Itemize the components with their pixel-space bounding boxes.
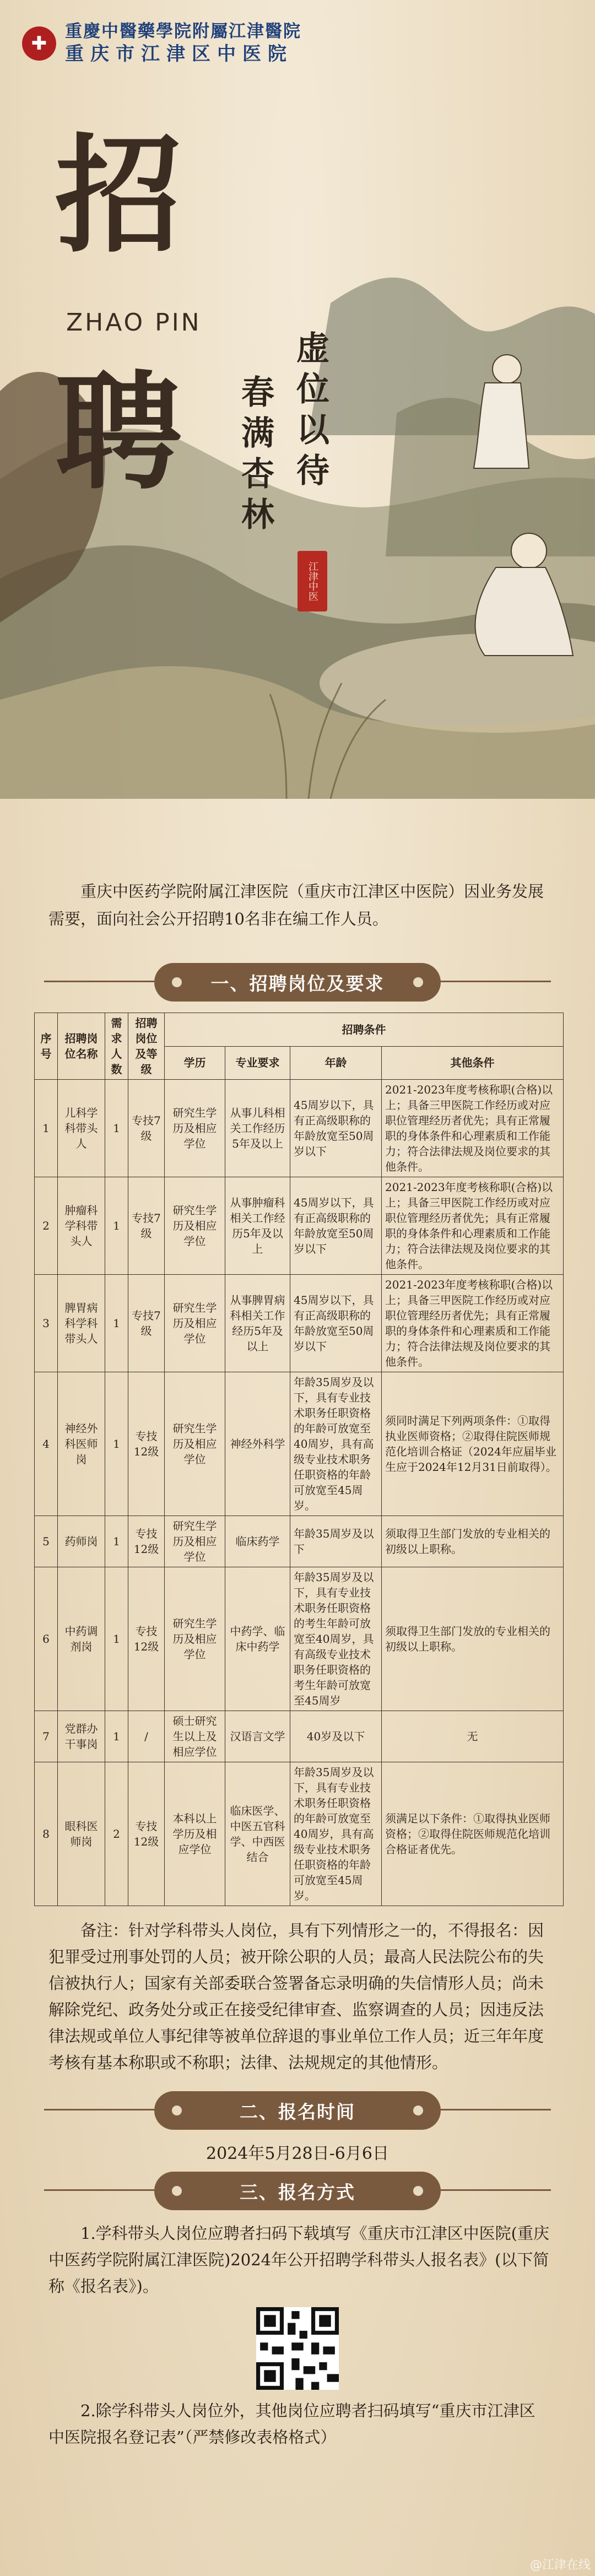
- th-edu: 学历: [165, 1046, 225, 1080]
- cell-post: 中药调剂岗: [58, 1567, 105, 1711]
- cell-post: 神经外科医师岗: [58, 1372, 105, 1516]
- cell-count: 1: [105, 1567, 128, 1711]
- cell-count: 2: [105, 1762, 128, 1906]
- cell-age: 年龄35周岁及以下，具有专业技术职务任职资格的年龄可放宽至40周岁，具有高级专业技术职务任职资格的年龄可放宽至45周岁。: [290, 1372, 382, 1516]
- cell-count: 1: [105, 1080, 128, 1177]
- cell-post: 党群办干事岗: [58, 1711, 105, 1762]
- table-row: [35, 1080, 564, 1177]
- cell-edu: 研究生学历及相应学位: [165, 1372, 225, 1516]
- cell-count: 1: [105, 1711, 128, 1762]
- cell-no: 2: [35, 1177, 58, 1275]
- cell-edu: 研究生学历及相应学位: [165, 1516, 225, 1567]
- cell-edu: 研究生学历及相应学位: [165, 1177, 225, 1275]
- intro-paragraph: 重庆中医药学院附属江津医院（重庆市江津区中医院）因业务发展需要，面向社会公开招聘10名非在编工作人员。: [48, 882, 544, 928]
- cell-no: 7: [35, 1711, 58, 1762]
- cell-other: 须取得卫生部门发放的专业相关的初级以上职称。: [382, 1567, 564, 1711]
- cell-age: 45周岁以下，具有正高级职称的年龄放宽至50周岁以下: [290, 1080, 382, 1177]
- cell-edu: 研究生学历及相应学位: [165, 1567, 225, 1711]
- table-row: [35, 1516, 564, 1567]
- section-title-positions: [0, 959, 595, 1005]
- cell-level: /: [128, 1711, 165, 1762]
- cell-no: 6: [35, 1567, 58, 1711]
- title-pinyin: ZHAO PIN: [66, 309, 202, 337]
- cell-post: 肿瘤科学科带头人: [58, 1177, 105, 1275]
- cell-post: 儿科学科带头人: [58, 1080, 105, 1177]
- cell-count: 1: [105, 1516, 128, 1567]
- remarks-paragraph: 备注：针对学科带头人岗位，具有下列情形之一的，不得报名：因犯罪受过刑事处罚的人员；被开除公职的人员；最高人民法院公布的失信被执行人；国家有关部委联合签署备忘录明确的失信情形人员；尚未解除党纪、政务处分或正在接受纪律审查、监察调查的人员；因违反法律法规或单位人事纪律等被单位辞退的事业单位工作人员；近三年年度考核有基本称职或不称职；法律、法规规定的其他情形。: [48, 1921, 544, 2072]
- positions-table: [34, 1013, 564, 1906]
- cell-edu: 本科以上学历及相应学位: [165, 1762, 225, 1906]
- cell-major: 中药学、临床中药学: [225, 1567, 290, 1711]
- method-1-text: 1.学科带头人岗位应聘者扫码下载填写《重庆市江津区中医院(重庆中医药学院附属江津医院)2024年公开招聘学科带头人报名表》(以下简称《报名表》)。: [48, 2224, 549, 2296]
- section-title-text: 一、招聘岗位及要求: [210, 973, 385, 994]
- cell-count: 1: [105, 1177, 128, 1275]
- cell-no: 8: [35, 1762, 58, 1906]
- table-row: [35, 1567, 564, 1711]
- cell-age: 年龄35周岁及以下，具有专业技术职务任职资格的年龄可放宽至40周岁，具有高级专业技术职务任职资格的年龄可放宽至45周岁。: [290, 1762, 382, 1906]
- cell-other: 2021-2023年度考核称职(合格)以上；具备三甲医院工作经历或对应职位管理经历者优先；具有正常履职的身体条件和心理素质和工作能力；符合法律法规及岗位要求的其他条件。: [382, 1177, 564, 1275]
- hospital-logo-icon: ✚: [22, 26, 56, 61]
- qr-code-icon[interactable]: [256, 2307, 339, 2390]
- slogan-left: 春满杏林: [236, 375, 274, 538]
- cell-edu: 研究生学历及相应学位: [165, 1275, 225, 1372]
- cell-other: 无: [382, 1711, 564, 1762]
- cell-no: 1: [35, 1080, 58, 1177]
- section-title-method: [0, 2167, 595, 2214]
- hospital-name-line2: 重庆市江津区中医院: [65, 43, 293, 66]
- hospital-name-line1: 重慶中醫藥學院附屬江津醫院: [65, 21, 301, 42]
- cell-other: 2021-2023年度考核称职(合格)以上；具备三甲医院工作经历或对应职位管理经历者优先；具有正常履职的身体条件和心理素质和工作能力；符合法律法规及岗位要求的其他条件。: [382, 1275, 564, 1372]
- cell-age: 45周岁以下，具有正高级职称的年龄放宽至50周岁以下: [290, 1177, 382, 1275]
- cell-post: 药师岗: [58, 1516, 105, 1567]
- red-seal-stamp: 江津中医: [298, 551, 327, 611]
- cell-post: 眼科医师岗: [58, 1762, 105, 1906]
- cell-no: 5: [35, 1516, 58, 1567]
- cell-major: 汉语言文学: [225, 1711, 290, 1762]
- hospital-name: [65, 21, 301, 66]
- cell-other: 须满足以下条件：①取得执业医师资格；②取得住院医师规范化培训合格证者优先。: [382, 1762, 564, 1906]
- th-post: 招聘岗位名称: [58, 1013, 105, 1080]
- th-level: 招聘岗位及等级: [128, 1013, 165, 1080]
- cell-age: 年龄35周岁及以下，具有专业技术职务任职资格的考生年龄可放宽至40周岁，具有高级专业技术职务任职资格的考生年龄可放宽至45周岁: [290, 1567, 382, 1711]
- cell-count: 1: [105, 1372, 128, 1516]
- cell-level: 专技7级: [128, 1275, 165, 1372]
- cell-other: 须同时满足下列两项条件：①取得执业医师资格；②取得住院医师规范化培训合格证（2024年应届毕业生应于2024年12月31日前取得）。: [382, 1372, 564, 1516]
- cell-edu: 研究生学历及相应学位: [165, 1080, 225, 1177]
- cell-major: 临床医学、中医五官科学、中西医结合: [225, 1762, 290, 1906]
- table-row: [35, 1372, 564, 1516]
- cell-level: 专技7级: [128, 1177, 165, 1275]
- hero-banner: [0, 83, 595, 799]
- cell-major: 从事儿科相关工作经历5年及以上: [225, 1080, 290, 1177]
- th-age: 年龄: [290, 1046, 382, 1080]
- cell-no: 4: [35, 1372, 58, 1516]
- slogan-right: 虚位以待: [291, 331, 329, 494]
- cell-level: 专技12级: [128, 1516, 165, 1567]
- cell-level: 专技7级: [128, 1080, 165, 1177]
- cell-level: 专技12级: [128, 1762, 165, 1906]
- table-row: [35, 1762, 564, 1906]
- cell-level: 专技12级: [128, 1372, 165, 1516]
- cell-major: 临床药学: [225, 1516, 290, 1567]
- cell-major: 神经外科学: [225, 1372, 290, 1516]
- cell-age: 40岁及以下: [290, 1711, 382, 1762]
- section-title-text: 二、报名时间: [240, 2101, 355, 2123]
- th-major: 专业要求: [225, 1046, 290, 1080]
- table-row: [35, 1177, 564, 1275]
- title-char-pin: 聘: [55, 358, 182, 507]
- title-char-zhao: 招: [55, 121, 182, 270]
- cell-age: 45周岁以下，具有正高级职称的年龄放宽至50周岁以下: [290, 1275, 382, 1372]
- hospital-header: [22, 19, 301, 68]
- method-2-text: 2.除学科带头人岗位外，其他岗位应聘者扫码填写“重庆市江津区中医院报名登记表”（严禁修改表格格式）: [48, 2401, 536, 2447]
- registration-date: 2024年5月28日-6月6日: [206, 2144, 389, 2163]
- th-no: 序号: [35, 1013, 58, 1080]
- cell-other: 2021-2023年度考核称职(合格)以上；具备三甲医院工作经历或对应职位管理经历者优先；具有正常履职的身体条件和心理素质和工作能力；符合法律法规及岗位要求的其他条件。: [382, 1080, 564, 1177]
- th-other: 其他条件: [382, 1046, 564, 1080]
- cell-age: 年龄35周岁及以下: [290, 1516, 382, 1567]
- cell-count: 1: [105, 1275, 128, 1372]
- watermark-text: @江津在线: [529, 2558, 591, 2572]
- cell-major: 从事肿瘤科相关工作经历5年及以上: [225, 1177, 290, 1275]
- table-row: [35, 1275, 564, 1372]
- cell-major: 从事脾胃病科相关工作经历5年及以上: [225, 1275, 290, 1372]
- table-row: [35, 1711, 564, 1762]
- section-title-time: [0, 2087, 595, 2133]
- cell-level: 专技12级: [128, 1567, 165, 1711]
- cell-no: 3: [35, 1275, 58, 1372]
- section-title-text: 三、报名方式: [240, 2182, 355, 2203]
- cell-post: 脾胃病科学科带头人: [58, 1275, 105, 1372]
- cell-other: 须取得卫生部门发放的专业相关的初级以上职称。: [382, 1516, 564, 1567]
- th-count: 需求人数: [105, 1013, 128, 1080]
- cell-edu: 硕士研究生以上及相应学位: [165, 1711, 225, 1762]
- th-conditions: 招聘条件: [165, 1013, 564, 1047]
